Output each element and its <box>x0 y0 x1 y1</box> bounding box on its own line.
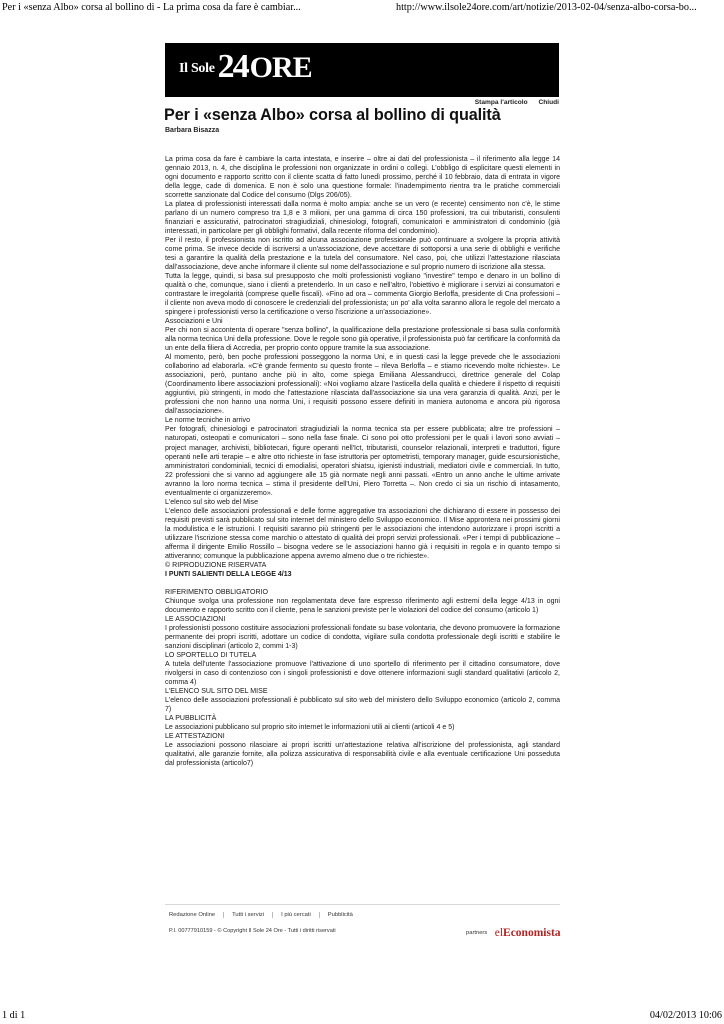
article-paragraph: Al momento, però, ben poche professioni posseggono la norma Uni, e in questi casi la legge prevede che le associazioni collaborino ad elaborarla. «C'è grande fermento su questo fronte – rileva Berloffa – e stiamo ricevendo molte richieste». Le associazioni, però, puntano anche più in alto, come spiega Emiliana Alessandrucci, direttrice generale del Colap (Coordinamento libere associazioni professionali): «Noi vogliamo alzare l'asticella della qualità e chiedere il rispetto di requisiti aggiuntivi, più stringenti, in modo che l'attestazione rilasciata dall'associazione sia una vera garanzia di qualità. Anzi, per le professioni che non hanno una norma Uni, i requisiti possono essere definiti in maniera autonoma e ancora più rigorosa dall'associazione». <box>165 354 560 416</box>
print-article-link[interactable]: Stampa l'articolo <box>474 99 528 106</box>
el-economista-logo[interactable] <box>495 927 561 939</box>
article-author: Barbara Bisazza <box>165 127 220 134</box>
article-subheading: L'elenco sul sito web del Mise <box>165 498 259 506</box>
article-body <box>165 155 560 768</box>
print-footer <box>0 1008 724 1024</box>
logo-il-sole: Il Sole <box>179 61 215 76</box>
article-title: Per i «senza Albo» corsa al bollino di qualità <box>164 106 501 124</box>
box-paragraph: A tutela dell'utente l'associazione promuove l'attivazione di uno sportello di riferimento per il cittadino consumatore, dove rivolgersi in caso di contenzioso con i singoli professionisti e dove ottenere informazioni sugli standard qualitativi (articolo 2, comma 4) <box>165 660 560 686</box>
il-sole-24-ore-logo[interactable] <box>179 48 312 92</box>
partners <box>466 923 560 941</box>
box-heading: L'ELENCO SUL SITO DEL MISE <box>165 687 268 695</box>
partners-label: partners <box>466 930 488 936</box>
box-heading: LA PUBBLICITÀ <box>165 714 217 722</box>
footer-link-pubblicita[interactable]: Pubblicità <box>319 912 361 918</box>
box-paragraph: I professionisti possono costituire associazioni professionali fondate su base volontaria, che devono promuovere la formazione permanente dei propri iscritti, adottare un codice di condotta, vigilare sulla condotta professionale degli iscritti e stabilire le sanzioni disciplinari (articolo 2, commi 1-3) <box>165 624 560 650</box>
masthead <box>165 43 559 97</box>
logo-24: 24 <box>217 48 248 85</box>
logo-ore: ORE <box>249 51 312 84</box>
close-link[interactable]: Chiudi <box>538 99 559 106</box>
footer-link-redazione-online[interactable]: Redazione Online <box>169 912 216 918</box>
box-title: I PUNTI SALIENTI DELLA LEGGE 4/13 <box>165 570 292 578</box>
box-paragraph: L'elenco delle associazioni professionali è pubblicato sul sito web del ministero dello Sviluppo economico (articolo 2, comma 7) <box>165 696 560 713</box>
article-paragraph: La prima cosa da fare è cambiare la carta intestata, e inserire – oltre ai dati del professionista – il riferimento alla legge 14 gennaio 2013, n. 4, che disciplina le professioni non organizzate in ordini o collegi. L'obbligo di esplicitare questi elementi in ogni documento e rapporto scritto con il cliente scatta di fatto lunedì prossimo, perché il 10 febbraio, data di entrata in vigore della legge, cade di domenica. E non è solo una questione formale: l'inadempimento rientra tra le pratiche commerciali scorrette sanzionate dal Codice del consumo (Dlgs 206/05). <box>165 156 560 200</box>
box-paragraph: Chiunque svolga una professione non regolamentata deve fare espresso riferimento agli estremi della legge 4/13 in ogni documento e rapporto scritto con il cliente, pena le sanzioni previste per le violazioni del codice del consumo (articolo 1) <box>165 597 560 614</box>
box-paragraph: Le associazioni possono rilasciare ai propri iscritti un'attestazione relativa all'iscrizione del professionista, agli standard qualitativi, alle garanzie fornite, alla polizza assicurativa di responsabilità civile e alla eventuale certificazione Uni posseduta dal professionista (articolo7) <box>165 742 560 768</box>
box-heading: LE ATTESTAZIONI <box>165 732 225 740</box>
article-actions <box>165 99 559 106</box>
article-paragraph: Per fotografi, chinesiologi e patrocinatori stragiudiziali la norma tecnica sta per essere pubblicata; altre tre professioni – naturopati, osteopati e comunicatori – sono nella fase finale. Ci sono poi otto professioni per le quali i lavori sono avviati – project manager, archivisti, bibliotecari, figure operanti nell'Ict, tributaristi, counselor relazionali, interpreti e traduttori, figure operanti nelle arti terapie – e altre otto richieste in fase istruttoria per optometristi, temporary manager, guide escursionistiche, amministratori condominiali, tecnici di emodialisi, operatori shiatsu, igienisti industriali, mediatori civile e commerciali. In tutto, 22 professioni che si vanno ad aggiungere alle 15 già normate negli anni passati. «Entro un anno anche le ultime arrivate avranno la loro norma tecnica – stima il presidente dell'Uni, Piero Torretta –. Non credo ci sia un rischio di intasamento, eventualmente ci organizzeremo». <box>165 426 560 497</box>
footer-link-tutti-i-servizi[interactable]: Tutti i servizi <box>223 912 272 918</box>
box-heading: LE ASSOCIAZIONI <box>165 615 226 623</box>
article-paragraph: La platea di professionisti interessati dalla norma è molto ampia: anche se un vero (e recente) censimento non c'è, le stime parlano di un numero compreso tra 1,8 e 3 milioni, per una gamma di circa 150 professioni, tra cui tributaristi, consulenti finanziari e assicurativi, patrocinatori stragiudiziali, chinesiologi, fotografi, comunicatori e amministratori di condominio (già interessati, in particolare per gli obblighi formativi, dalla recente riforma del condominio). <box>165 201 560 236</box>
article-paragraph: Per chi non si accontenta di operare "senza bollino", la qualificazione della prestazione professionale si basa sulla conformità alla norma tecnica Uni della professione. Dove le regole sono già operative, il professionista può far certificare la conformità da un ente della filiera di Accredia, per proprio conto oppure tramite la sua associazione. <box>165 327 560 353</box>
box-heading: LO SPORTELLO DI TUTELA <box>165 651 257 659</box>
box-heading: RIFERIMENTO OBBLIGATORIO <box>165 588 268 596</box>
article-paragraph: L'elenco delle associazioni professionali e delle forme aggregative tra associazioni che dichiarano di essere in possesso dei requisiti previsti sarà pubblicato sul sito internet del ministero dello Sviluppo economico. Il Mise approntera nei prossimi giorni la modulistica e le istruzioni. I requisiti saranno più stringenti per le associazioni che intendono autorizzare i propri iscritti a utilizzare l'iscrizione stessa come marchio o attestato di qualità dei propri servizi professionali. «Per i tempi di pubblicazione – afferma il dirigente Emilio Rossillo – bisogna vedere se le associazioni hanno già i requisiti in regola e in quanto tempo si attiveranno; comunque la pubblicazione appena avremo almeno due o tre richieste». <box>165 507 560 560</box>
article-paragraph: Per il resto, il professionista non iscritto ad alcuna associazione professionale può continuare a svolgere la propria attività come prima. Se invece decide di iscriversi a un'associazione, deve accettare di sottoporsi a una serie di obblighi e verifiche tesi a garantire la qualità della prestazione e la tutela del consumatore. Nel caso, poi, che utilizzi l'attestazione rilasciata dall'associazione, deve anche informare il cliente sul nome dell'associazione e sul proprio numero di iscrizione alla stessa. <box>165 237 560 272</box>
footer-links <box>165 904 560 918</box>
print-header-title: Per i «senza Albo» corsa al bollino di - La prima cosa da fare è cambiar... <box>2 2 301 13</box>
print-header <box>0 0 724 16</box>
print-page-number: 1 di 1 <box>2 1010 26 1021</box>
article-paragraph: Tutta la legge, quindi, si basa sul presupposto che molti professionisti vogliano "investire" tempo e denaro in un bollino di qualità o che, comunque, siano i clienti a pretenderlo. In un caso e nell'altro, l'obiettivo è migliorare i servizi ai consumatori e contrastare le irregolarità (comprese quelle fiscali). «Fino ad ora – commenta Giorgio Berloffa, presidente di Cna professioni – il cliente non aveva modo di conoscere le credenziali del professionista; un po' alla volta saranno allora le regole del mercato a spingere i professionisti verso la certificazione o verso l'iscrizione a un'associazione». <box>165 273 560 317</box>
article-subheading: Associazioni e Uni <box>165 318 223 326</box>
box-paragraph: Le associazioni pubblicano sul proprio sito internet le informazioni utili ai clienti (articoli 4 e 5) <box>165 723 455 731</box>
copyright-notice: © RIPRODUZIONE RISERVATA <box>165 561 267 569</box>
partner-logo-light: el <box>494 927 504 939</box>
article-subheading: Le norme tecniche in arrivo <box>165 417 250 425</box>
partner-logo-bold: Economista <box>503 927 561 939</box>
footer-copyright: P.I. 00777910159 - © Copyright Il Sole 24 Ore - Tutti i diritti riservati <box>169 928 336 934</box>
print-header-url: http://www.ilsole24ore.com/art/notizie/2013-02-04/senza-albo-corsa-bo... <box>396 2 697 13</box>
print-date: 04/02/2013 10:06 <box>649 1010 722 1021</box>
footer-link-piu-cercati[interactable]: I più cercati <box>272 912 319 918</box>
